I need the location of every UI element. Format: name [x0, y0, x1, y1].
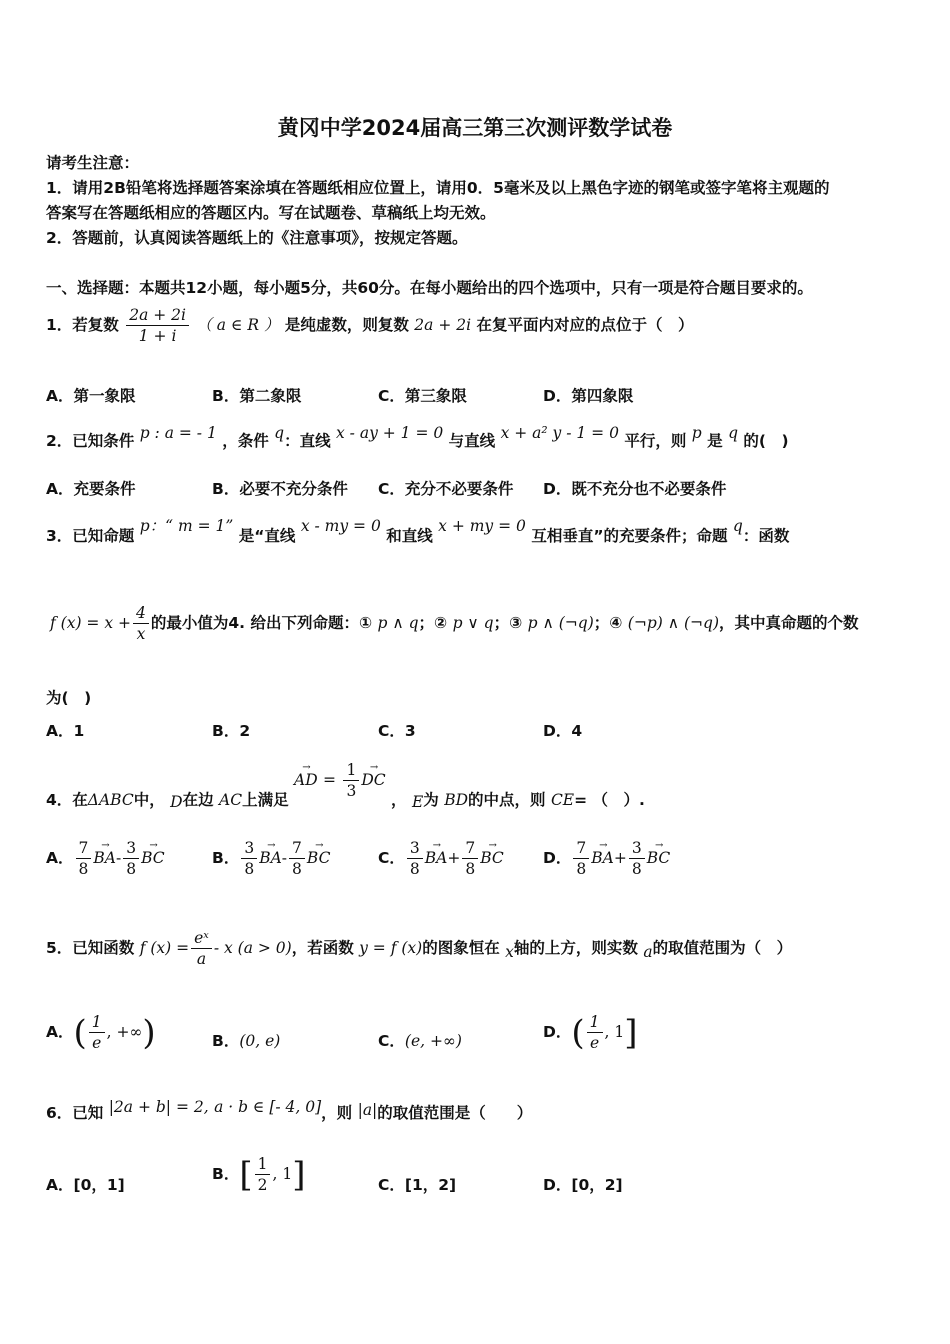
q4-b-frac-1 — [241, 838, 257, 879]
q4-c-op: + — [447, 849, 461, 867]
q5-a-left-paren: ( — [73, 1012, 87, 1053]
q4-c-vec-2: → BC — [480, 848, 504, 868]
q4-b-num-1: 3 — [241, 838, 257, 859]
q4-option-b-label: B． — [212, 849, 240, 867]
notice-line-2: 答案写在答题纸相应的答题区内。写在试题卷、草稿纸上均无效。 — [46, 204, 496, 222]
q4-b-num-2: 7 — [289, 838, 305, 859]
q3-c3: 和直线 — [386, 527, 433, 545]
q5-d-rest: , 1 — [604, 1023, 625, 1041]
q5-option-b — [212, 1031, 280, 1051]
q1-lead: 1．若复数 — [46, 316, 119, 334]
q2-option-b: B．必要不充分条件 — [212, 480, 348, 498]
q3-fraction — [133, 603, 149, 644]
q5-a-fraction — [89, 1012, 105, 1053]
q4-equals: = — [323, 771, 337, 789]
q4-vector-dc: → DC — [361, 770, 385, 790]
q3-c2: 是“直线 — [238, 527, 296, 545]
q2-q: q — [728, 424, 738, 442]
q6-b-num: 1 — [255, 1154, 271, 1175]
q5-option-a — [46, 1012, 156, 1053]
q2-option-d: D．既不充分也不必要条件 — [543, 480, 727, 498]
q5-d-num: 1 — [587, 1012, 603, 1033]
q5-option-b-label: B． — [212, 1032, 240, 1050]
q4-d-den-1: 8 — [576, 860, 587, 878]
q3-p: p — [139, 517, 150, 535]
q4-option-a — [46, 838, 165, 879]
q6-option-a: A．[0，1] — [46, 1176, 125, 1194]
q3-statement-3: p ∧ (¬q) — [527, 614, 594, 632]
q6-option-d: D．[0，2] — [543, 1176, 623, 1194]
q2-p: p — [691, 424, 702, 442]
q6-b-rest: , 1 — [272, 1165, 293, 1183]
q4-c-num-2: 7 — [462, 838, 478, 859]
q4-b-op: - — [281, 849, 288, 867]
q6-c1: ，则 — [321, 1104, 353, 1122]
q4-a-frac-2 — [123, 838, 139, 879]
q5-denominator: a — [196, 950, 207, 968]
section-heading: 一、选择题：本题共12小题，每小题5分，共60分。在每小题给出的四个选项中，只有一项是符合题目要求的。 — [46, 279, 813, 297]
q4-e: E — [411, 793, 424, 811]
q4-a-frac-1 — [76, 838, 92, 879]
q5-a-rest: , +∞ — [106, 1023, 143, 1041]
q4-c3: 上满足 — [242, 791, 289, 809]
q1-option-b: B．第二象限 — [212, 387, 302, 405]
q3-option-b: B．2 — [212, 722, 251, 740]
q4-d-vec-1: → BA — [591, 848, 614, 868]
question-2 — [46, 424, 789, 451]
q3-statement-1: p ∧ q — [377, 614, 419, 632]
q4-d-den-2: 8 — [631, 860, 642, 878]
q3-option-d: D．4 — [543, 722, 583, 740]
q4-c4: ， — [391, 791, 407, 809]
q5-x: x — [505, 943, 514, 961]
q6-b-fraction — [255, 1154, 271, 1195]
q5-d-left-paren: ( — [571, 1012, 585, 1053]
q6-option-c: C．[1，2] — [378, 1176, 457, 1194]
q1-option-d: D．第四象限 — [543, 387, 634, 405]
q3-option-c: C．3 — [378, 722, 416, 740]
q5-option-d — [543, 1012, 638, 1053]
q5-c1: ，若函数 — [291, 939, 354, 957]
q3-lead: 3．已知命题 — [46, 527, 135, 545]
q1-expression: 2a + 2i — [414, 316, 472, 334]
q4-option-c — [378, 838, 504, 879]
q3-q: q — [732, 517, 743, 535]
notice-line-3: 2．答题前，认真阅读答题纸上的《注意事项》，按规定答题。 — [46, 229, 468, 247]
q5-d-fraction — [587, 1012, 603, 1053]
q2-condition-q: q — [274, 424, 285, 442]
q4-c-den-1: 8 — [409, 860, 420, 878]
q5-y: y = f (x) — [359, 939, 423, 957]
q4-option-b — [212, 838, 330, 879]
q4-b-vec-2: → BC — [307, 848, 331, 868]
q4-ce: CE — [550, 791, 575, 809]
q4-a-op: - — [115, 849, 122, 867]
q5-a-num: 1 — [89, 1012, 105, 1033]
q4-a-num-1: 7 — [76, 838, 92, 859]
q4-d-vec-2: → BC — [647, 848, 671, 868]
q6-c2: 的取值范围是（ ） — [377, 1104, 533, 1122]
q3-function: f (x) = x + — [50, 614, 131, 632]
q4-vector-ad: → AD — [294, 770, 318, 790]
q2-lead: 2．已知条件 — [46, 432, 135, 450]
q4-b-den-2: 8 — [292, 860, 302, 878]
q5-option-c-label: C． — [378, 1032, 405, 1050]
q4-c5: 为 — [423, 791, 439, 809]
q1-fraction — [126, 305, 189, 346]
q4-a-vec-1: → BA — [93, 848, 116, 868]
q2-c2: ：直线 — [284, 432, 331, 450]
q3-numerator: 4 — [133, 603, 149, 624]
q3-c5: ：函数 — [742, 527, 790, 545]
notice-line-1: 1．请用2B铅笔将选择题答案涂填在答题纸相应位置上，请用0．5毫米及以上黑色字迹的钢笔或签字笔将主观题的 — [46, 179, 830, 197]
q3-c9: ；④ — [593, 614, 623, 632]
q6-lead: 6．已知 — [46, 1104, 104, 1122]
q4-a-den-2: 8 — [126, 860, 137, 878]
q6-dot-product: a · b ∈ [- 4, 0] — [214, 1098, 322, 1116]
q4-ac: AC — [219, 791, 243, 809]
q4-d-frac-2 — [629, 838, 645, 879]
q6-b-left-bracket: [ — [239, 1154, 253, 1195]
q3-c7: ；② — [418, 614, 448, 632]
q4-fraction — [343, 760, 359, 801]
q3-line-2: x + my = 0 — [438, 517, 526, 535]
q2-line-2: x + a² y - 1 = 0 — [500, 424, 619, 442]
q4-tail: = （ ）. — [574, 791, 645, 809]
q1-option-c: C．第三象限 — [378, 387, 467, 405]
q2-c3: 与直线 — [448, 432, 496, 450]
q5-c2: 的图象恒在 — [422, 939, 500, 957]
q5-c-value: (e, +∞) — [404, 1032, 462, 1050]
q4-d-num-2: 3 — [629, 838, 645, 859]
q6-option-b-label: B． — [212, 1165, 240, 1183]
q4-triangle: ΔABC — [87, 791, 134, 809]
q5-function: f (x) = — [139, 939, 190, 957]
q3-tail: 为( ) — [46, 689, 92, 707]
q5-function-rest: - x (a > 0) — [213, 939, 292, 957]
q5-a-den: e — [92, 1034, 102, 1052]
q4-c2: 在边 — [182, 791, 214, 809]
q4-c-vec-1: → BA — [425, 848, 448, 868]
q4-c-den-2: 8 — [465, 860, 476, 878]
q1-mid: 是纯虚数，则复数 — [284, 316, 409, 334]
q3-c10: ，其中真命题的个数 — [719, 614, 859, 632]
q3-option-a: A．1 — [46, 722, 85, 740]
q2-line-1: x - ay + 1 = 0 — [336, 424, 444, 442]
q5-c3: 轴的上方，则实数 — [513, 939, 638, 957]
q5-c4: 的取值范围为（ ） — [652, 939, 793, 957]
q4-d-frac-1 — [573, 838, 589, 879]
q2-condition-p: p : a = - 1 — [139, 424, 217, 442]
q6-b-right-bracket: ] — [292, 1154, 306, 1195]
q5-lead: 5．已知函数 — [46, 939, 135, 957]
q2-c1: ，条件 — [222, 432, 269, 450]
q5-a: a — [643, 943, 653, 961]
q4-d: D — [170, 793, 183, 811]
q5-b-value: (0, e) — [239, 1032, 281, 1050]
q1-numerator: 2a + 2i — [126, 305, 189, 326]
q4-option-d — [543, 838, 670, 879]
q4-c-frac-1 — [407, 838, 423, 879]
q2-c6: 的( ) — [743, 432, 789, 450]
q6-option-b — [212, 1154, 305, 1195]
q3-statement-2: p ∨ q — [452, 614, 494, 632]
q3-line-1: x - my = 0 — [300, 517, 381, 535]
q5-option-c — [378, 1031, 462, 1051]
q3-c6: 的最小值为4. 给出下列命题：① — [150, 614, 373, 632]
q1-condition: （ a ∈ R ） — [196, 316, 280, 334]
q4-c6: 的中点，则 — [468, 791, 546, 809]
q4-option-d-label: D． — [543, 849, 572, 867]
page-title: 黄冈中学2024届高三第三次测评数学试卷 — [277, 116, 673, 140]
q4-c-num-1: 3 — [407, 838, 423, 859]
q4-d-op: + — [613, 849, 627, 867]
notice-heading: 请考生注意： — [46, 154, 140, 172]
q4-numerator: 1 — [343, 760, 359, 781]
q3-c1: ：“ m = 1” — [149, 517, 234, 535]
q6-abs: |a| — [357, 1101, 378, 1119]
q5-numerator: eˣ — [191, 928, 212, 949]
q1-tail: 在复平面内对应的点位于（ ） — [476, 316, 694, 334]
q3-c8: ；③ — [493, 614, 523, 632]
q4-c-frac-2 — [462, 838, 478, 879]
question-1 — [46, 305, 693, 346]
q2-option-a: A．充要条件 — [46, 480, 136, 498]
q1-option-a: A．第一象限 — [46, 387, 136, 405]
q6-b-den: 2 — [257, 1176, 268, 1194]
q4-bd: BD — [444, 791, 469, 809]
q4-lead: 4．在 — [46, 791, 88, 809]
q2-c5: 是 — [707, 432, 723, 450]
q5-a-right-paren: ) — [142, 1012, 156, 1053]
q4-b-frac-2 — [289, 838, 305, 879]
q5-option-a-label: A． — [46, 1023, 74, 1041]
q4-option-c-label: C． — [378, 849, 405, 867]
q4-b-den-1: 8 — [244, 860, 255, 878]
question-6 — [46, 1098, 533, 1123]
q2-option-c: C．充分不必要条件 — [378, 480, 514, 498]
q4-a-num-2: 3 — [123, 838, 139, 859]
q4-b-vec-1: → BA — [259, 848, 282, 868]
q6-expression: |2a + b| = 2, — [108, 1098, 209, 1116]
q5-fraction — [191, 928, 212, 969]
q4-a-vec-2: → BC — [141, 848, 165, 868]
q5-d-den: e — [589, 1034, 600, 1052]
question-5 — [46, 928, 792, 969]
q5-option-d-label: D． — [543, 1023, 572, 1041]
q3-c4: 互相垂直”的充要条件；命题 — [531, 527, 728, 545]
q3-denominator: x — [136, 625, 146, 643]
q4-d-num-1: 7 — [573, 838, 589, 859]
q4-option-a-label: A． — [46, 849, 74, 867]
q4-c1: 中， — [133, 791, 165, 809]
q5-d-right-bracket: ] — [624, 1012, 638, 1053]
q4-a-den-1: 8 — [78, 860, 89, 878]
q2-c4: 平行，则 — [624, 432, 687, 450]
q3-function-line — [50, 603, 859, 644]
q3-statement-4: (¬p) ∧ (¬q) — [627, 614, 720, 632]
question-4 — [46, 760, 645, 811]
q1-denominator: 1 + i — [138, 327, 177, 345]
question-3 — [46, 517, 790, 546]
q4-denominator: 3 — [346, 782, 357, 800]
